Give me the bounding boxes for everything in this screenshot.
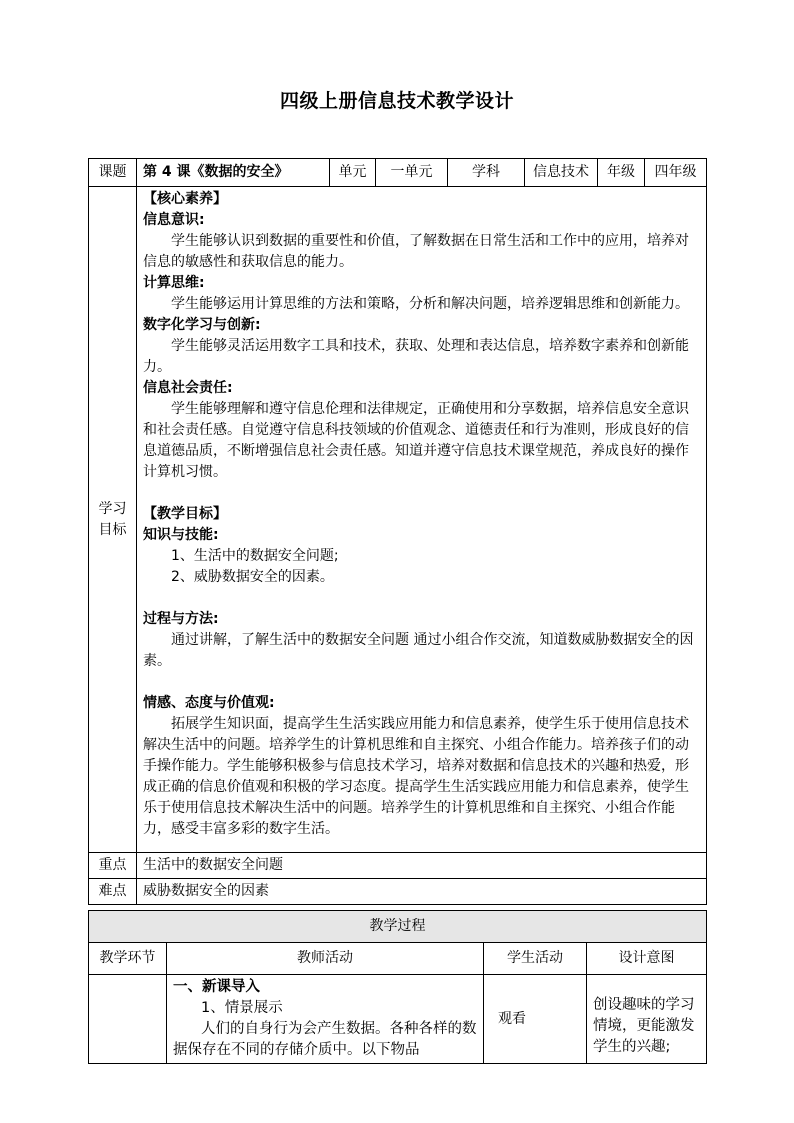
info-awareness-heading: 信息意识: (143, 212, 205, 228)
stage-cell (89, 975, 167, 1064)
knowledge-item-2: 2、威胁数据安全的因素。 (171, 569, 334, 585)
teaching-process-table (88, 910, 707, 1064)
digital-learning-text: 学生能够灵活运用数字工具和技术，获取、处理和表达信息，培养数字素养和创新能力。 (143, 338, 689, 375)
col-design-intent: 设计意图 (587, 943, 707, 975)
scenario-display-label: 1、情景展示 (201, 1000, 283, 1016)
knowledge-skills-heading: 知识与技能: (143, 527, 219, 543)
new-lesson-intro-heading: 一、新课导入 (173, 979, 260, 995)
social-responsibility-text: 学生能够理解和遵守信息伦理和法律规定，正确使用和分享数据，培养信息安全意识和社会责任感。自觉遵守信息科技领域的价值观念、道德责任和行为准则，形成良好的信息道德品质，不断增强信息社会责任感。知道并遵守信息技术课堂规范，养成良好的操作计算机习惯。 (143, 401, 689, 480)
teacher-activity-cell (167, 975, 484, 1064)
computational-thinking-text: 学生能够运用计算思维的方法和策略，分析和解决问题，培养逻辑思维和创新能力。 (171, 296, 689, 312)
knowledge-item-1: 1、生活中的数据安全问题; (171, 548, 339, 564)
objectives-label-line2: 目标 (98, 521, 127, 538)
subject-value: 信息技术 (525, 159, 598, 187)
subject-label: 学科 (448, 159, 525, 187)
design-intent-cell: 创设趣味的学习情境，更能激发学生的兴趣; (587, 975, 707, 1064)
topic-value: 第 4 课《数据的安全》 (137, 159, 330, 187)
digital-learning-heading: 数字化学习与创新: (143, 317, 261, 333)
teacher-activity-text: 人们的自身行为会产生数据。各种各样的数据保存在不同的存储介质中。以下物品 (173, 1021, 477, 1058)
col-stage: 教学环节 (89, 943, 167, 975)
emotion-values-heading: 情感、态度与价值观: (143, 695, 275, 711)
lesson-info-table (88, 158, 707, 905)
unit-value: 一单元 (376, 159, 448, 187)
process-methods-text: 通过讲解，了解生活中的数据安全问题 通过小组合作交流，知道数威胁数据安全的因素。 (143, 632, 694, 669)
objectives-label-line1: 学习 (98, 500, 127, 517)
teaching-process-heading: 教学过程 (89, 911, 707, 943)
col-student-activity: 学生活动 (484, 943, 587, 975)
unit-label: 单元 (330, 159, 376, 187)
objectives-content (137, 187, 707, 853)
process-methods-heading: 过程与方法: (143, 611, 219, 627)
difficulty-label: 难点 (89, 879, 137, 905)
objectives-label (89, 187, 137, 853)
document-title: 四级上册信息技术教学设计 (279, 90, 514, 112)
grade-label: 年级 (598, 159, 645, 187)
student-activity-cell: 观看 (484, 975, 587, 1064)
col-teacher-activity: 教师活动 (167, 943, 484, 975)
key-point-text: 生活中的数据安全问题 (137, 853, 707, 879)
topic-label: 课题 (89, 159, 137, 187)
core-literacy-heading: 【核心素养】 (143, 191, 227, 207)
teaching-goals-heading: 【教学目标】 (143, 506, 227, 522)
emotion-values-text: 拓展学生知识面，提高学生生活实践应用能力和信息素养，使学生乐于使用信息技术解决生活中的问题。培养学生的计算机思维和自主探究、小组合作能力。培养孩子们的动手操作能力。学生能够积极参与信息技术学习，培养对数据和信息技术的兴趣和热爱，形成正确的信息价值观和积极的学习态度。提高学生生活实践应用能力和信息素养，使学生乐于使用信息技术解决生活中的问题。培养学生的计算机思维和自主探究、小组合作能力，感受丰富多彩的数字生活。 (143, 716, 689, 837)
computational-thinking-heading: 计算思维: (143, 275, 205, 291)
key-point-label: 重点 (89, 853, 137, 879)
difficulty-text: 威胁数据安全的因素 (137, 879, 707, 905)
social-responsibility-heading: 信息社会责任: (143, 380, 233, 396)
grade-value: 四年级 (645, 159, 707, 187)
info-awareness-text: 学生能够认识到数据的重要性和价值，了解数据在日常生活和工作中的应用，培养对信息的敏感性和获取信息的能力。 (143, 233, 689, 270)
